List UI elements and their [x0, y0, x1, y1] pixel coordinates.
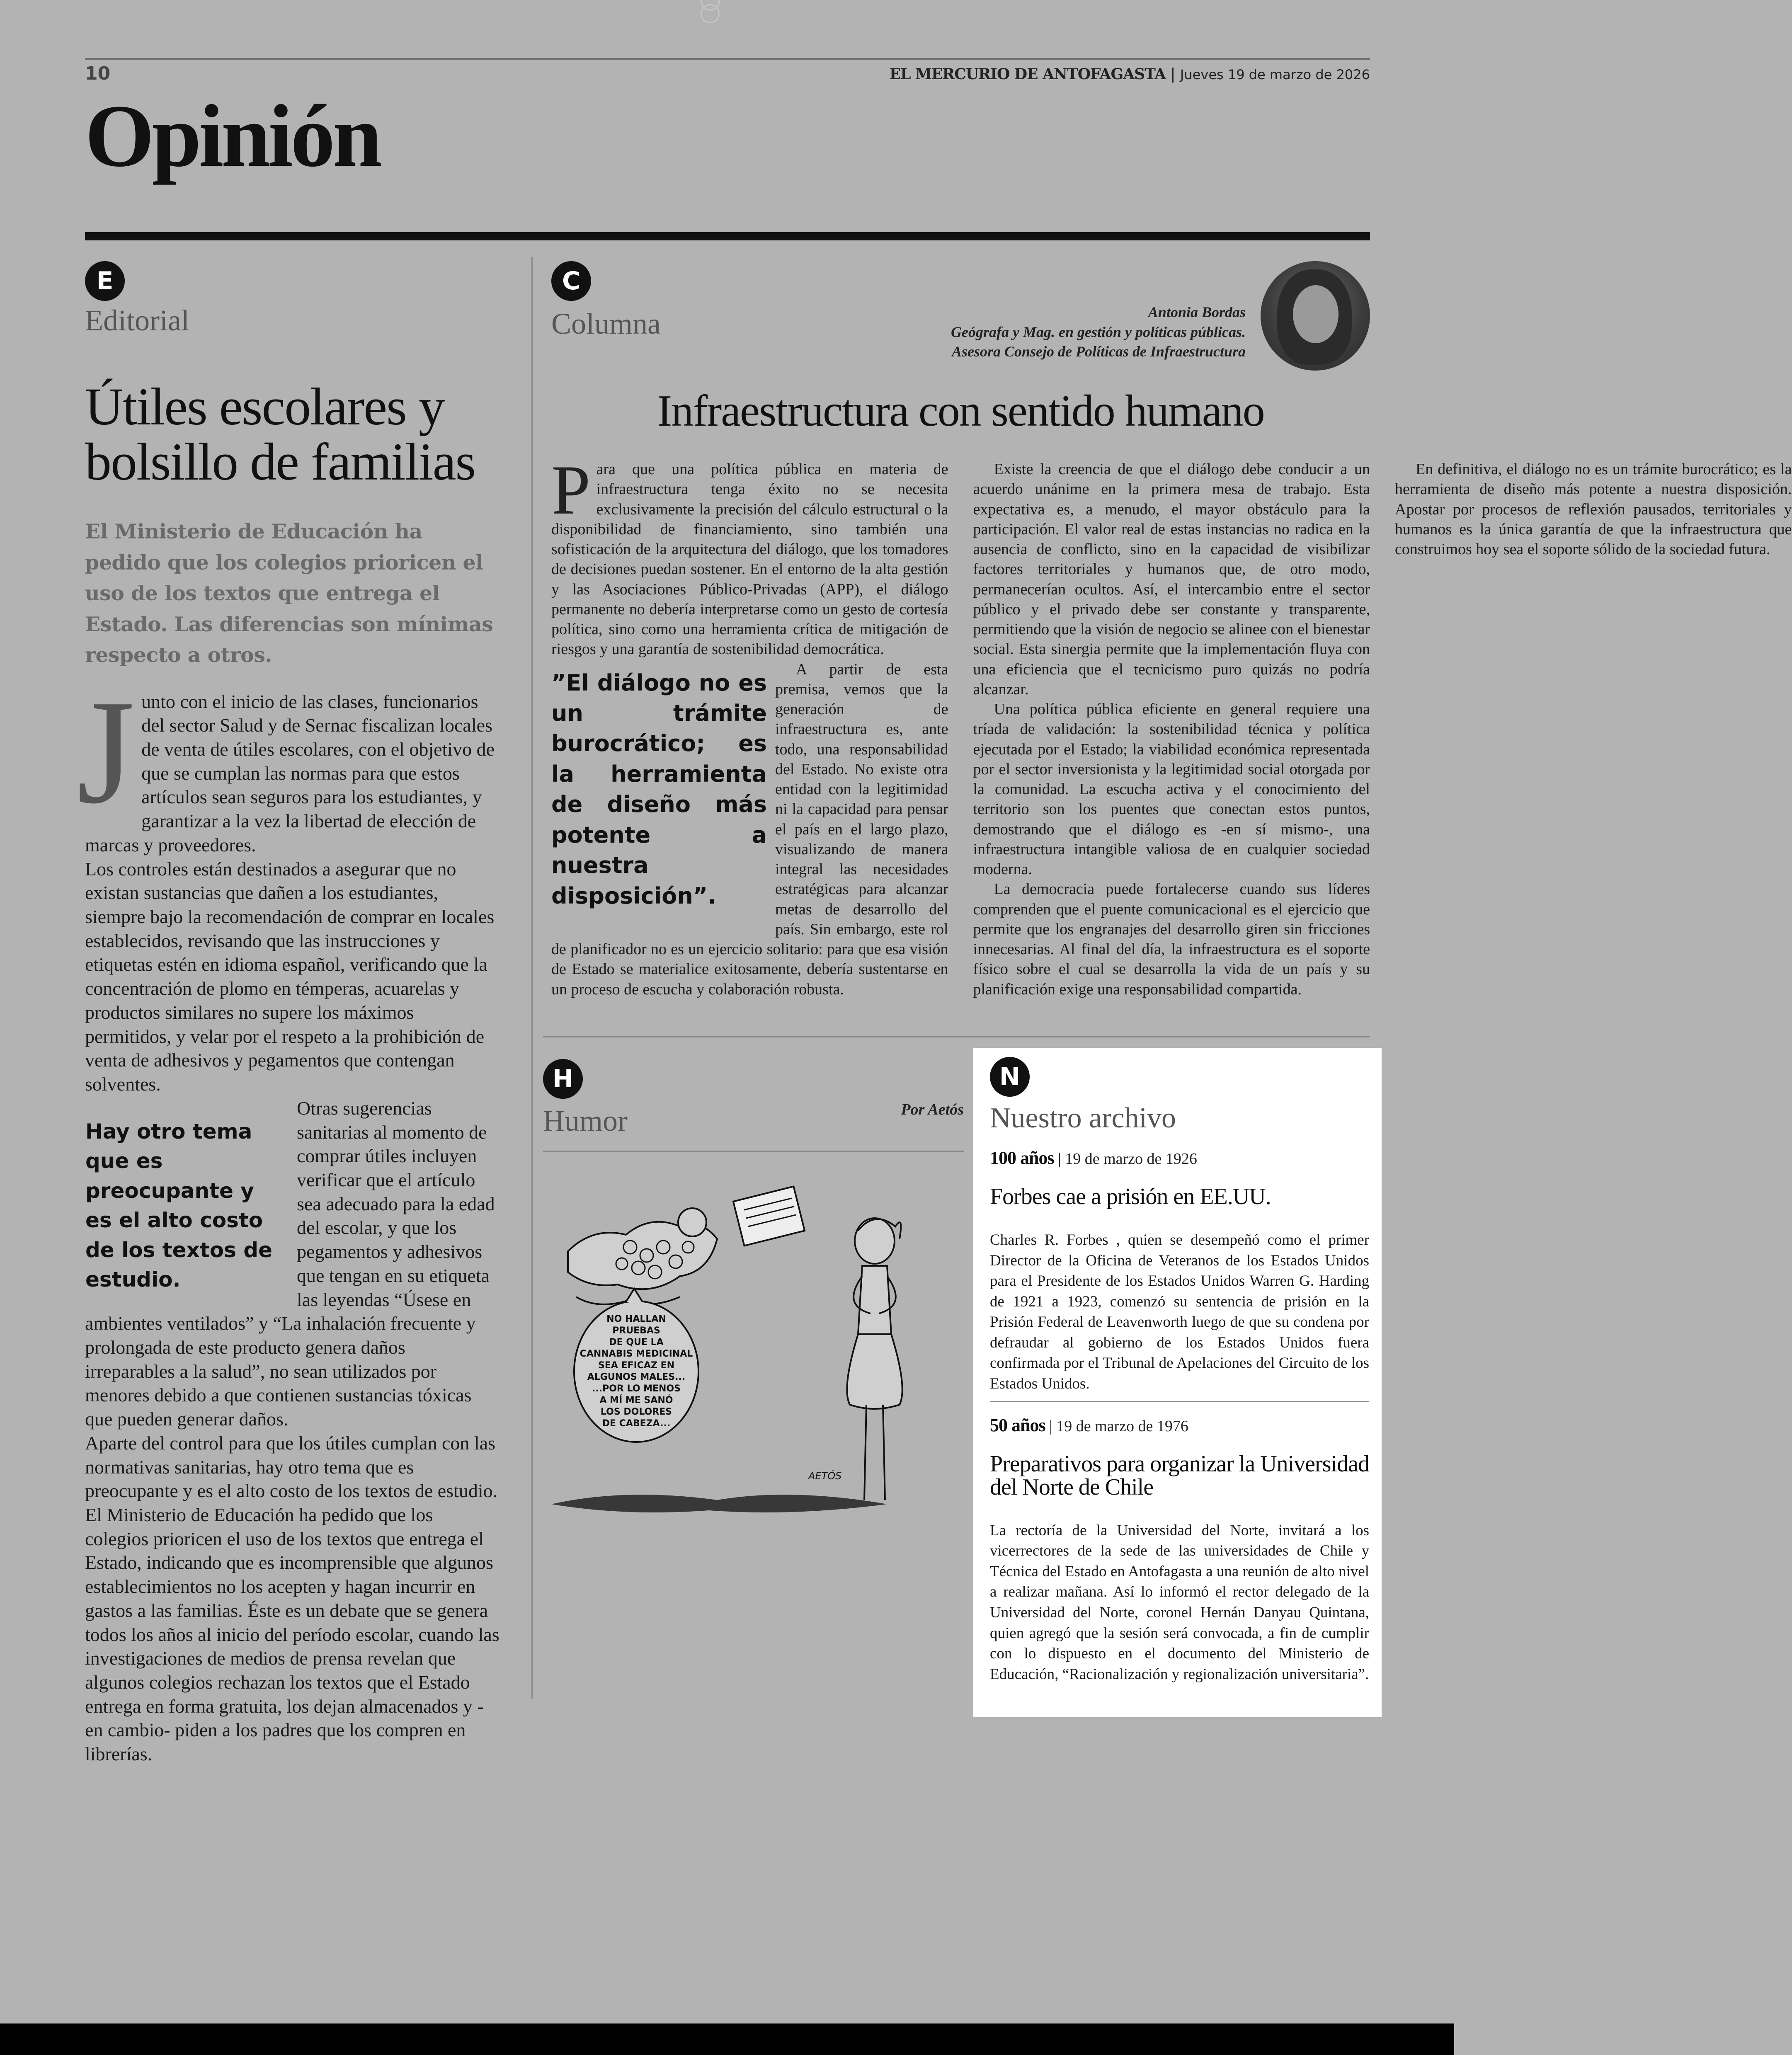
- editorial-lead: El Ministerio de Educación ha pedido que los colegios prioricen el uso de los textos que entrega el Estado. Las diferencias son mínimas respecto a otros.: [85, 519, 493, 667]
- archive-headline: Preparativos para organizar la Universidad del Norte de Chile: [990, 1451, 1369, 1500]
- archive-meta: 50 años | 19 de marzo de 1976: [990, 1415, 1188, 1435]
- page-number: 10: [85, 63, 111, 84]
- editorial-body: [77, 669, 500, 1766]
- archive-headline: Forbes cae a prisión en EE.UU.: [990, 1184, 1271, 1209]
- bubble-line: LOS DOLORES: [600, 1407, 672, 1417]
- editorial-paragraph: El Ministerio de Educación ha pedido que los colegios prioricen el uso de los textos que entrega el Estado, indicando que es incomprensible que algunos establecimientos no los acepten y hagan incurrir en gastos a las familias. Éste es un debate que se genera todos los años al inicio del período escolar, cuando las investigaciones de medios de prensa revelan que algunos colegios rechazan los textos que el Estado entrega en forma gratuita, los dejan almacenados y -en cambio- piden a los padres que los compren en librerías.: [85, 1504, 500, 1765]
- column-paragraph: La democracia puede fortalecerse cuando sus líderes comprenden que el puente comunicacional es el ejercicio que permite que los engranajes del desarrollo giren sin fricciones innecesarias. Al final del día, la infraestructura es el soporte físico sobre el cual se desarrolla la vida de un país y su planificación exige una responsabilidad compartida.: [973, 880, 1370, 998]
- editorial-dropcap: J: [77, 669, 135, 834]
- author-org: Asesora Consejo de Políticas de Infraestructura: [951, 343, 1246, 360]
- author-name: Antonia Bordas: [1148, 304, 1246, 320]
- archive-years: 100 años: [990, 1148, 1054, 1168]
- column-paragraph: Una política pública eficiente en general requiere una tríada de validación: la sostenibilidad técnica y política ejecutada por el Estado; la viabilidad económica representada por el sector inversionista y la legitimidad social otorgada por la comunidad. La escucha activa y el conocimiento del territorio son los puentes que conectan estos puntos, demostrando que el diálogo es -en sí mismo-, una infraestructura intangible valiosa de en cualquier sociedad moderna.: [973, 700, 1370, 878]
- publication-name: EL MERCURIO DE ANTOFAGASTA: [889, 65, 1166, 83]
- archive-kicker: Nuestro archivo: [990, 1102, 1176, 1134]
- archive-text: La rectoría de la Universidad del Norte, invitará a los vicerrectores de la sede de las universidades de Chile y Técnica del Estado en Antofagasta a una reunión de alto nivel a realizar mañana. Así lo informó el rector delegado de la Universidad del Norte, coronel Hernán Danyau Quintana, quien agregó que la sesión será convocada, a fin de cumplir con lo dispuesto en el documento del Ministerio de Educación, “Racionalización y regionalización universitaria”.: [990, 1522, 1369, 1683]
- header-rule: [85, 58, 1370, 60]
- bubble-line: NO HALLAN: [606, 1314, 666, 1324]
- archive-years: 50 años: [990, 1415, 1045, 1435]
- archive-box: [973, 1048, 1382, 1717]
- column-kicker: Columna: [551, 307, 661, 340]
- column-paragraph: A partir de esta premisa, vemos que la generación de infraestructura es, ante todo, una responsabilidad del Estado. No existe otra entidad con la legitimidad ni la capacidad para pensar el país en el largo plazo, visualizando de manera integral las necesidades estratégicas para alcanzar metas de desarrollo del país. Sin embargo, este rol de planificador no es un ejercicio solitario: para que esa visión de Estado se materialice exitosamente, debería sustentarse en un proceso de escucha y colaboración robusta.: [551, 660, 948, 998]
- bubble-line: A MÍ ME SANÓ: [599, 1395, 673, 1406]
- humor-byline: Por Aetós: [901, 1101, 964, 1118]
- editorial-title: Útiles escolares y bolsillo de familias: [85, 377, 475, 492]
- viewer-footer-bar: [0, 2023, 1454, 2055]
- archive-item: [990, 1415, 1369, 1685]
- author-credit: [951, 303, 1246, 362]
- humor-section: [543, 1059, 964, 1560]
- masthead: [890, 65, 1370, 83]
- humor-kicker: Humor: [543, 1104, 628, 1137]
- opinion-column: [551, 261, 1792, 998]
- editorial-paragraph: Los controles están destinados a asegurar que no existan sustancias que dañen a los estudiantes, siempre bajo la recomendación de comprar en locales establecidos, revisando que las instrucciones y etiquetas estén en idioma español, verificando que la concentración de plomo en témperas, acuarelas y productos similares no supere los máximos permitidos, y velar por el respeto a la prohibición de venta de adhesivos y pegamentos que contengan solventes.: [85, 858, 495, 1095]
- bubble-line: CANNABIS MEDICINAL: [580, 1349, 693, 1359]
- archive-item: [990, 1147, 1369, 1402]
- cartoon-signature: AETÓS: [808, 1470, 842, 1482]
- column-title: Infraestructura con sentido humano: [657, 386, 1264, 436]
- archive-divider: [990, 1401, 1369, 1402]
- section-rule: [85, 232, 1370, 240]
- archive-date: 19 de marzo de 1976: [1056, 1417, 1188, 1435]
- column-bottom-rule: [543, 1036, 1370, 1037]
- archive-date: 19 de marzo de 1926: [1065, 1150, 1197, 1168]
- column-paragraph: Existe la creencia de que el diálogo debe conducir a un acuerdo unánime en la primera mesa de trabajo. Esta expectativa es, a menudo, el mayor obstáculo para la participación. El valor real de estas instancias no radica en la ausencia de conflicto, sino en la capacidad de visibilizar factores territoriales y humanos que, de otro modo, permanecerían ocultos. Así, el intercambio entre el sector público y el privado debe ser constante y transparente, permitiendo que la visión de negocio se alinee con el bienestar social. Esta sinergia permite que la implementación fluya con una eficiencia que el tecnicismo puro quizás no podría alcanzar.: [973, 460, 1370, 698]
- editorial-paragraph: Otras sugerencias sanitarias al momento de comprar útiles incluyen verificar que el artículo sea adecuado para la edad del escolar, y que los pegamentos y adhesivos que tengan en su etiqueta las leyendas “Úsese en ambientes ventilados” y “La inhalación frecuente y prolongada de este producto genera daños irreparables a la salud”, no sean utilizados por menores debido a que contienen sustancias tóxicas que pueden generar daños.: [85, 1097, 495, 1430]
- section-title: Opinión: [85, 86, 380, 185]
- archive-text: Charles R. Forbes , quien se desempeñó como el primer Director de la Oficina de Veteranos de los Estados Unidos para el Presidente de los Estados Unidos Warren G. Harding de 1921 a 1923, comenzó su sentencia de prisión en la Prisión Federal de Leavenworth luego de que su condena por defraudar al gobierno de los Estados Unidos fuera confirmada por el Tribunal de Apelaciones del Circuito de los Estados Unidos.: [990, 1231, 1369, 1393]
- next-page-icon[interactable]: [701, 4, 720, 23]
- issue-date: Jueves 19 de marzo de 2026: [1180, 67, 1370, 82]
- bubble-line: ALGUNOS MALES...: [587, 1372, 686, 1382]
- page-header: [85, 58, 1370, 84]
- bubble-line: DE QUE LA: [609, 1337, 664, 1347]
- column-dropcap: P: [551, 451, 591, 529]
- editorial-badge: E: [85, 261, 125, 301]
- editorial-paragraph: unto con el inicio de las clases, funcionarios del sector Salud y de Sernac fiscalizan locales de venta de útiles escolares, con el objetivo de que se cumplan las normas para que estos artículos sean seguros para los estudiantes, y garantizar a la vez la libertad de elección de marcas y proveedores.: [85, 691, 495, 855]
- column-badge: C: [551, 261, 591, 301]
- editorial-pullquote: Hay otro tema que es preocupante y es el alto costo de los textos de estudio.: [85, 1119, 272, 1292]
- author-photo: [1261, 261, 1370, 371]
- editorial-kicker: Editorial: [85, 304, 189, 337]
- bubble-line: ...POR LO MENOS: [592, 1384, 681, 1394]
- column-pullquote: ”El diálogo no es un trámite burocrático; es la herramienta de diseño más potente a nuestra disposición”.: [551, 669, 767, 909]
- humor-cartoon: [543, 1173, 964, 1558]
- archive-badge: N: [990, 1057, 1030, 1097]
- humor-rule: [543, 1151, 964, 1152]
- editorial-paragraph: Aparte del control para que los útiles cumplan con las normativas sanitarias, hay otro tema que es preocupante y es el alto costo de los textos de estudio.: [85, 1432, 498, 1502]
- column-paragraph: Para que una política pública en materia de infraestructura tenga éxito no se necesita exclusivamente la precisión del cálculo estructural o la disponibilidad de financiamiento, sino también una sofisticación de la arquitectura del diálogo, que los tomadores de decisiones puedan sostener. En el entorno de la alta gestión y las Asociaciones Público-Privadas (APP), el diálogo permanente no debería interpretarse como un gesto de cortesía política, sino como una herramienta crítica de mitigación de riesgos y una garantía de sostenibilidad democrática.: [551, 451, 948, 658]
- archive-meta: 100 años | 19 de marzo de 1926: [990, 1148, 1197, 1168]
- bubble-line: PRUEBAS: [612, 1326, 660, 1336]
- humor-badge: H: [543, 1059, 583, 1099]
- column-body: [551, 451, 1792, 1019]
- column-paragraph: En definitiva, el diálogo no es un trámite burocrático; es la herramienta de diseño más potente a nuestra disposición. Apostar por procesos de reflexión pausados, territoriales y humanos es la única garantía de que la infraestructura que construimos hoy sea el soporte sólido de la sociedad futura.: [1395, 460, 1792, 558]
- column-divider: [531, 257, 533, 1699]
- masthead-separator: |: [1170, 66, 1176, 83]
- bubble-line: SEA EFICAZ EN: [598, 1360, 675, 1371]
- bubble-line: DE CABEZA...: [602, 1418, 671, 1429]
- author-role: Geógrafa y Mag. en gestión y políticas públicas.: [951, 323, 1246, 340]
- page-nav-arrows: [701, 0, 754, 12]
- editorial-column: [77, 261, 500, 1766]
